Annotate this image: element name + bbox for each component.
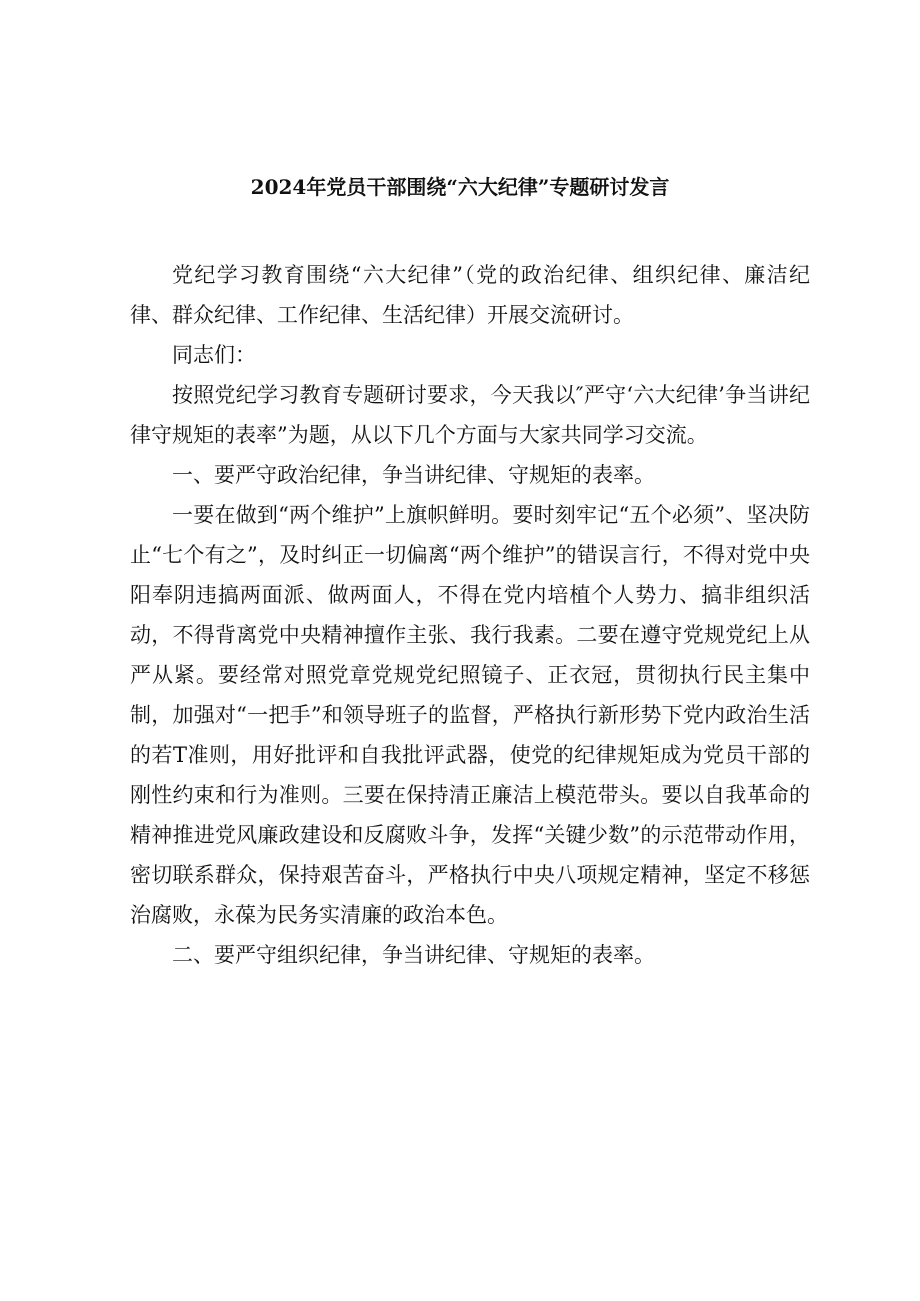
section-heading-2: 二、要严守组织纪律，争当讲纪律、守规矩的表率。 (172, 943, 655, 967)
intro-paragraph: 党纪学习教育围绕“六大纪律”（党的政治纪律、组织纪律、廉洁纪律、群众纪律、工作纪律、生活纪律）开展交流研讨。 (130, 263, 810, 327)
section-heading-1: 一、要严守政治纪律，争当讲纪律、守规矩的表率。 (172, 463, 655, 487)
salutation: 同志们： (172, 343, 256, 367)
document-body (130, 255, 810, 975)
section-1-body: 一要在做到“两个维护”上旗帜鲜明。要时刻牢记“五个必须”、坚决防止“七个有之”，及时纠正一切偏离“两个维护”的错误言行，不得对党中央阳奉阴违搞两面派、做两面人，不得在党内培植个人势力、搞非组织活动，不得背离党中央精神擅作主张、我行我素。二要在遵守党规党纪上从严从紧。要经常对照党章党规党纪照镜子、正衣冠，贯彻执行民主集中制，加强对“一把手”和领导班子的监督，严格执行新形势下党内政治生活的若T准则，用好批评和自我批评武器，使党的纪律规矩成为党员干部的刚性约束和行为准则。三要在保持清正廉洁上模范带头。要以自我革命的精神推进党风廉政建设和反腐败斗争，发挥“关键少数”的示范带动作用，密切联系群众，保持艰苦奋斗，严格执行中央八项规定精神，坚定不移惩治腐败，永葆为民务实清廉的政治本色。 (130, 503, 810, 927)
opening-paragraph: 按照党纪学习教育专题研讨要求，今天我以″严守‘六大纪律’争当讲纪律守规矩的表率”为题，从以下几个方面与大家共同学习交流。 (130, 383, 810, 447)
document-title: 2024年党员干部围绕“六大纪律”专题研讨发言 (250, 175, 670, 199)
